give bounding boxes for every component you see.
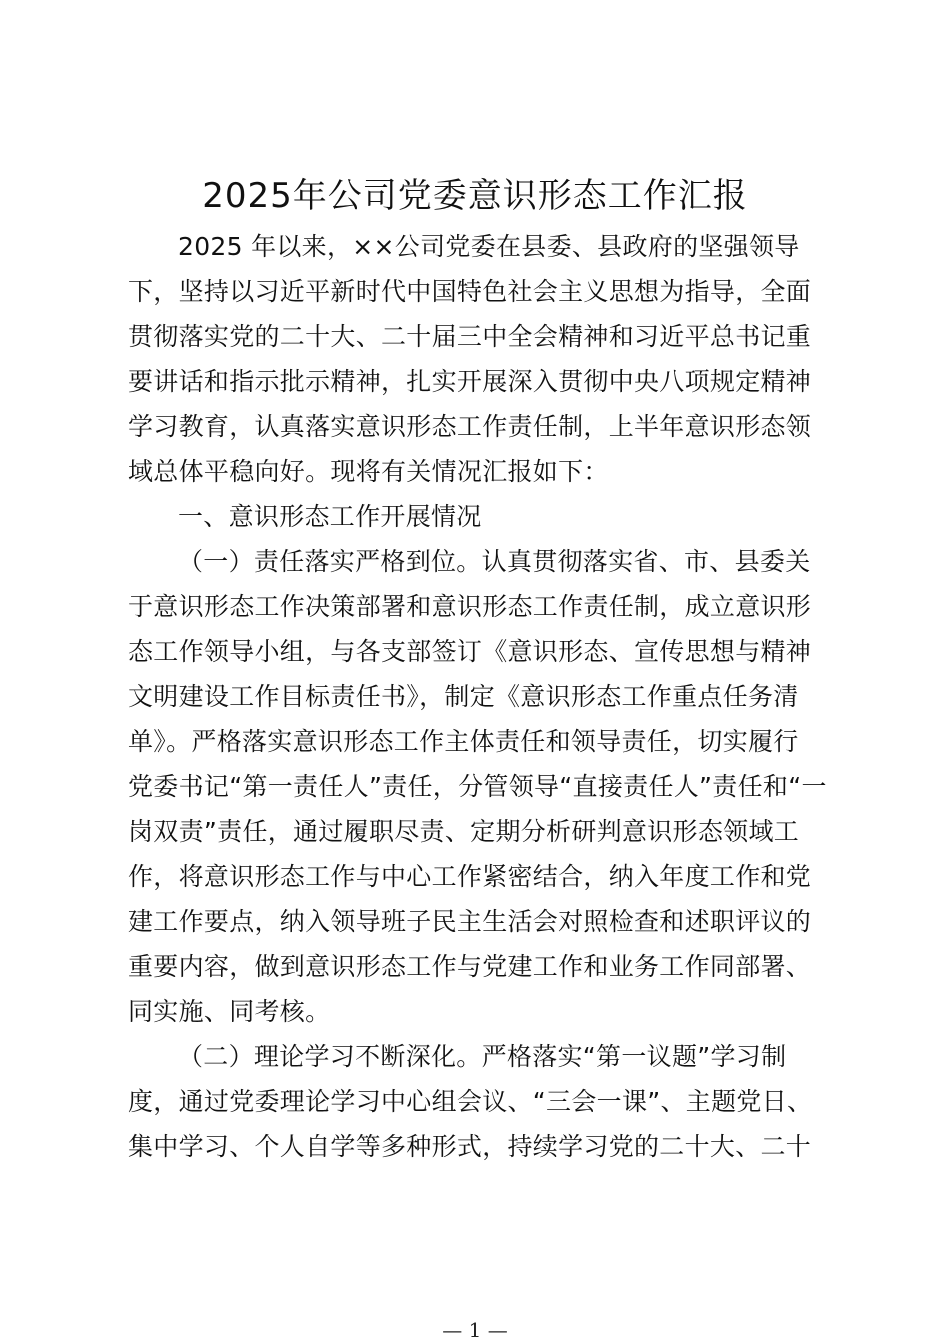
paragraph-line: 党委书记“第一责任人”责任，分管领导“直接责任人”责任和“一 (128, 772, 827, 801)
section-heading: 一、意识形态工作开展情况 (178, 502, 482, 531)
page-number: — 1 — (442, 1318, 508, 1342)
paragraph-line: 建工作要点，纳入领导班子民主生活会对照检查和述职评议的 (128, 907, 812, 936)
paragraph-line: 于意识形态工作决策部署和意识形态工作责任制，成立意识形 (128, 592, 812, 621)
paragraph-line: （二）理论学习不断深化。严格落实“第一议题”学习制 (178, 1042, 787, 1071)
paragraph-line: 作，将意识形态工作与中心工作紧密结合，纳入年度工作和党 (128, 862, 812, 891)
paragraph-line: 下，坚持以习近平新时代中国特色社会主义思想为指导，全面 (128, 277, 812, 306)
paragraph-line: 学习教育，认真落实意识形态工作责任制，上半年意识形态领 (128, 412, 812, 441)
paragraph-line: 贯彻落实党的二十大、二十届三中全会精神和习近平总书记重 (128, 322, 812, 351)
paragraph-line: 同实施、同考核。 (128, 997, 331, 1026)
document-title: 2025年公司党委意识形态工作汇报 (202, 176, 748, 216)
paragraph-line: 单》。严格落实意识形态工作主体责任和领导责任，切实履行 (128, 727, 799, 756)
paragraph-line: 集中学习、个人自学等多种形式，持续学习党的二十大、二十 (128, 1132, 812, 1161)
paragraph-line: 岗双责”责任，通过履职尽责、定期分析研判意识形态领域工 (128, 817, 800, 846)
paragraph-line: 要讲话和指示批示精神，扎实开展深入贯彻中央八项规定精神 (128, 367, 812, 396)
paragraph-line: 重要内容，做到意识形态工作与党建工作和业务工作同部署、 (128, 952, 812, 981)
paragraph-line: 文明建设工作目标责任书》，制定《意识形态工作重点任务清 (128, 682, 799, 711)
paragraph-line: （一）责任落实严格到位。认真贯彻落实省、市、县委关 (178, 547, 811, 576)
paragraph-line: 度，通过党委理论学习中心组会议、“三会一课”、主题党日、 (128, 1087, 813, 1116)
paragraph-line: 2025 年以来，××公司党委在县委、县政府的坚强领导 (178, 232, 800, 261)
paragraph-line: 态工作领导小组，与各支部签订《意识形态、宣传思想与精神 (128, 637, 812, 666)
paragraph-line: 域总体平稳向好。现将有关情况汇报如下： (128, 457, 609, 486)
